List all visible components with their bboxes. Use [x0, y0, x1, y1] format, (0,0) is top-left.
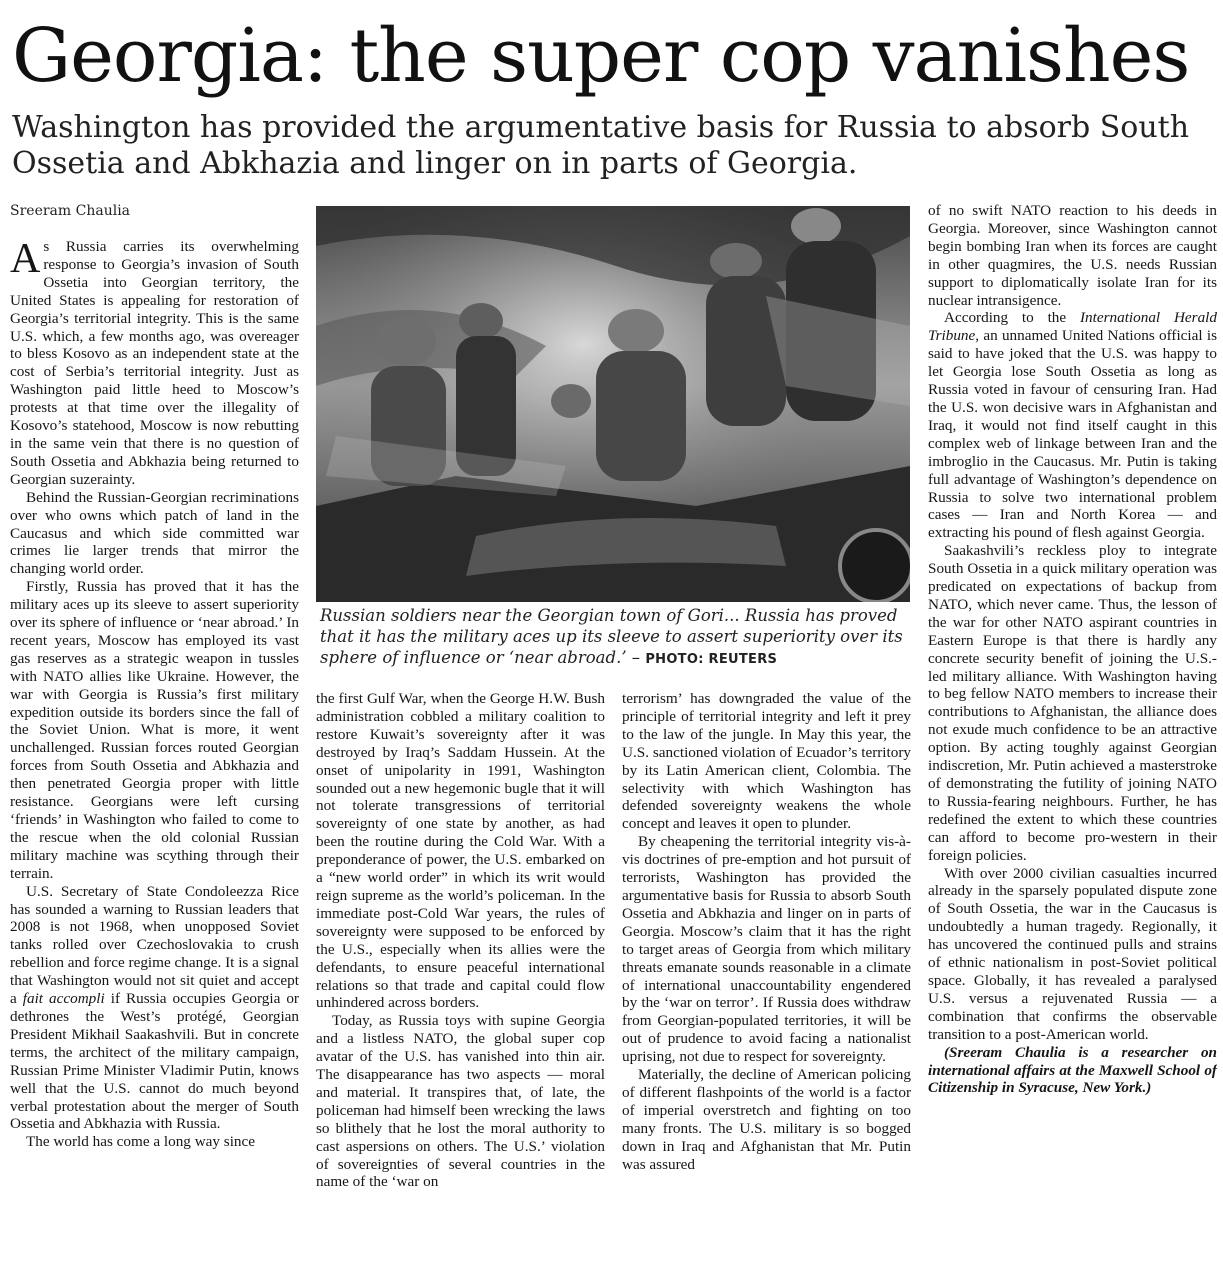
article-paragraph: the first Gulf War, when the George H.W. Bush administration cobbled a military coalition to restore Kuwait’s sovereignty after it was destroyed by Iraq’s Saddam Hussein. At the onset of unipolarity in 1991, Washington sounded out a new hegemonic bugle that it will not tolerate transgressions of territorial sovereignty of one state by another, as had been the routine during the Cold War. With a preponderance of power, the U.S. embarked on a “new world order” in which its writ would reign supreme as the world’s policeman. In the immediate post-Cold War years, the rules of sovereignty were supposed to be enforced by the U.S., especially when its allies were the defendants, to ensure peaceful international relations so that trade and capital could flow unhindered across borders. — [316, 690, 605, 1012]
article-column-3 — [622, 690, 911, 1263]
soldiers-photo-illustration — [316, 206, 910, 602]
caption-text: Russian soldiers near the Georgian town of Gori... Russia has proved that it has the military aces up its sleeve to assert superiority over its sphere of influence or ‘near abroad.’ – — [320, 606, 903, 667]
article-paragraph: By cheapening the territorial integrity vis-à-vis doctrines of pre-emption and hot pursuit of terrorists, Washington has provided the argumentative basis for Russia to absorb South Ossetia and Abkhazia and linger on in parts of Georgia. Moscow’s claim that it has the right to target areas of Georgia from which military threats emanate sounds reasonable in a climate of international unaccountability engendered by the ‘war on terror’. If Russia does withdraw from Georgian-populated territories, it will be out of prudence to avoid facing a nationalist uprising, not due to respect for sovereignty. — [622, 833, 911, 1066]
paragraph-text: U.S. Secretary of State Condoleezza Rice has sounded a warning to Russian leaders that 2008 is not 1968, when unopposed Soviet tanks rolled over Czechoslovakia to crush rebellion and force regime change. It is a signal that Washington would not sit quiet and accept a — [10, 882, 299, 1008]
paragraph-text: According to the — [944, 309, 1067, 327]
article-paragraph — [928, 309, 1217, 542]
italic-phrase: fait accompli — [22, 990, 105, 1008]
article-paragraph: terrorism’ has downgraded the value of the principle of territorial integrity and left it prey to the law of the jungle. In May this year, the U.S. sanctioned violation of Ecuador’s territory by its Latin American client, Colombia. The selectivity with which Washington has defended sovereignty weakens the whole concept and leaves it open to plunder. — [622, 690, 911, 833]
paragraph-text: , an unnamed United Nations official is said to have joked that the U.S. was happy to let Georgia lose South Ossetia as long as Russia voted in favour of censuring Iran. Had the U.S. won decisive wars in Afghanistan and Iraq, it would not find itself caught in this complex web of linkage between Iran and the imbroglio in the Caucasus. Mr. Putin is taking full advantage of Washington’s dependence on Russia to solve two international problem cases — Iran and North Korea — and extracting his pound of flesh against Georgia. — [928, 327, 1217, 542]
byline: Sreeram Chaulia — [10, 203, 131, 219]
photo-credit: PHOTO: REUTERS — [645, 652, 778, 667]
subheadline: Washington has provided the argumentative basis for Russia to absorb South Ossetia and Abkhazia and linger on in parts of Georgia. — [12, 110, 1190, 181]
article-paragraph: With over 2000 civilian casualties incurred already in the sparsely populated dispute zone of South Ossetia, the war in the Caucasus is undoubtedly a human tragedy. Regionally, it has uncovered the continued pulls and strains of ethnic nationalism in post-Soviet political space. Globally, it has revealed a paralysed U.S. versus a rejuvenated Russia — a combination that confirms the observable transition to a post-American world. — [928, 864, 1217, 1043]
paragraph-text: s Russia carries its overwhelming response to Georgia’s invasion of South Ossetia into Georgian territory, the United States is appealing for restoration of Georgia’s territorial integrity. This is the same U.S. which, a few months ago, was overeager to bless Kosovo as an independent state at the cost of Serbia’s territorial integrity. Just as Washington paid little heed to Moscow’s protests at that time over the illegality of Kosovo’s statehood, Moscow is now rebutting in the same vein that there is no question of South Ossetia and Abkhazia being returned to Georgian suzerainty. — [10, 238, 299, 488]
article-paragraph: Saakashvili’s reckless ploy to integrate South Ossetia in a quick military operation was predicated on expectations of backup from NATO, which never came. Thus, the lesson of the war for other NATO aspirant countries in Eastern Europe is that there is hardly any concrete security benefit of joining the U.S.-led military alliance. With Washington having to beg fellow NATO members to increase their contributions to Afghanistan, the alliance does not exude much confidence to be an attractive option. By acting toughly against Georgian indiscretion, Mr. Putin achieved a masterstroke of demonstrating the futility of joining NATO to Russia-fearing neighbours. Further, he has redefined the extent to which these countries can afford to become pro-western in their foreign policies. — [928, 542, 1217, 864]
author-note: (Sreeram Chaulia is a researcher on international affairs at the Maxwell School of Citizenship in Syracuse, New York.) — [928, 1043, 1217, 1097]
headline: Georgia: the super cop vanishes — [12, 13, 1190, 99]
article-paragraph: Today, as Russia toys with supine Georgia and a listless NATO, the global super cop avatar of the U.S. has vanished into thin air. The disappearance has two aspects — moral and material. It transpires that, of late, the policeman had himself been wrecking the laws so blithely that he lost the moral authority to cast aspersions on others. The U.S.’ violation of sovereignties of several countries in the name of the ‘war on — [316, 1012, 605, 1191]
photo-caption — [320, 605, 910, 670]
article-column-1 — [10, 238, 299, 1263]
news-photo — [316, 206, 910, 602]
paragraph-text: if Russia occupies Georgia or dethrones the West’s protégé, Georgian President Mikhail Saakashvili. But in concrete terms, the architect of the military campaign, Russian Prime Minister Vladimir Putin, knows well that the U.S. cannot do much beyond verbal protestation about the merger of South Ossetia and Abkhazia with Russia. — [10, 990, 299, 1133]
article-paragraph: Firstly, Russia has proved that it has the military aces up its sleeve to assert superiority over its sphere of influence or ‘near abroad.’ In recent years, Moscow has employed its vast gas reserves as a strategic weapon in tussles with NATO allies like Ukraine. However, the war with Georgia is Russia’s first military expedition outside its borders since the fall of the Soviet Union. What is more, it went unchallenged. Russian forces routed Georgian forces from South Ossetia and Abkhazia and then penetrated Georgia proper with little resistance. Georgians were left cursing ‘friends’ in Washington who failed to come to the rescue when the old colonial Russian military machine was scything through their terrain. — [10, 578, 299, 882]
article-paragraph — [10, 883, 299, 1134]
drop-cap: A — [10, 238, 41, 282]
italic-title: International Herald Tribune — [928, 309, 1217, 345]
article-column-2 — [316, 690, 605, 1263]
article-paragraph: Behind the Russian-Georgian recriminations over who owns which patch of land in the Caucasus and which side committed war crimes lie larger trends that mirror the changing world order. — [10, 488, 299, 578]
article-paragraph: of no swift NATO reaction to his deeds in Georgia. Moreover, since Washington cannot begin bombing Iran when its forces are caught in other quagmires, the U.S. needs Russian support to diplomatically isolate Iran for its nuclear intransigence. — [928, 202, 1217, 309]
article-paragraph: The world has come a long way since — [26, 1133, 256, 1151]
article-paragraph — [10, 238, 299, 489]
article-column-4 — [928, 202, 1217, 1263]
article-paragraph: Materially, the decline of American policing of different flashpoints of the world is a factor of imperial overstretch and fighting on too many fronts. The U.S. military is so bogged down in Iraq and Afghanistan that Mr. Putin was assured — [622, 1066, 911, 1173]
